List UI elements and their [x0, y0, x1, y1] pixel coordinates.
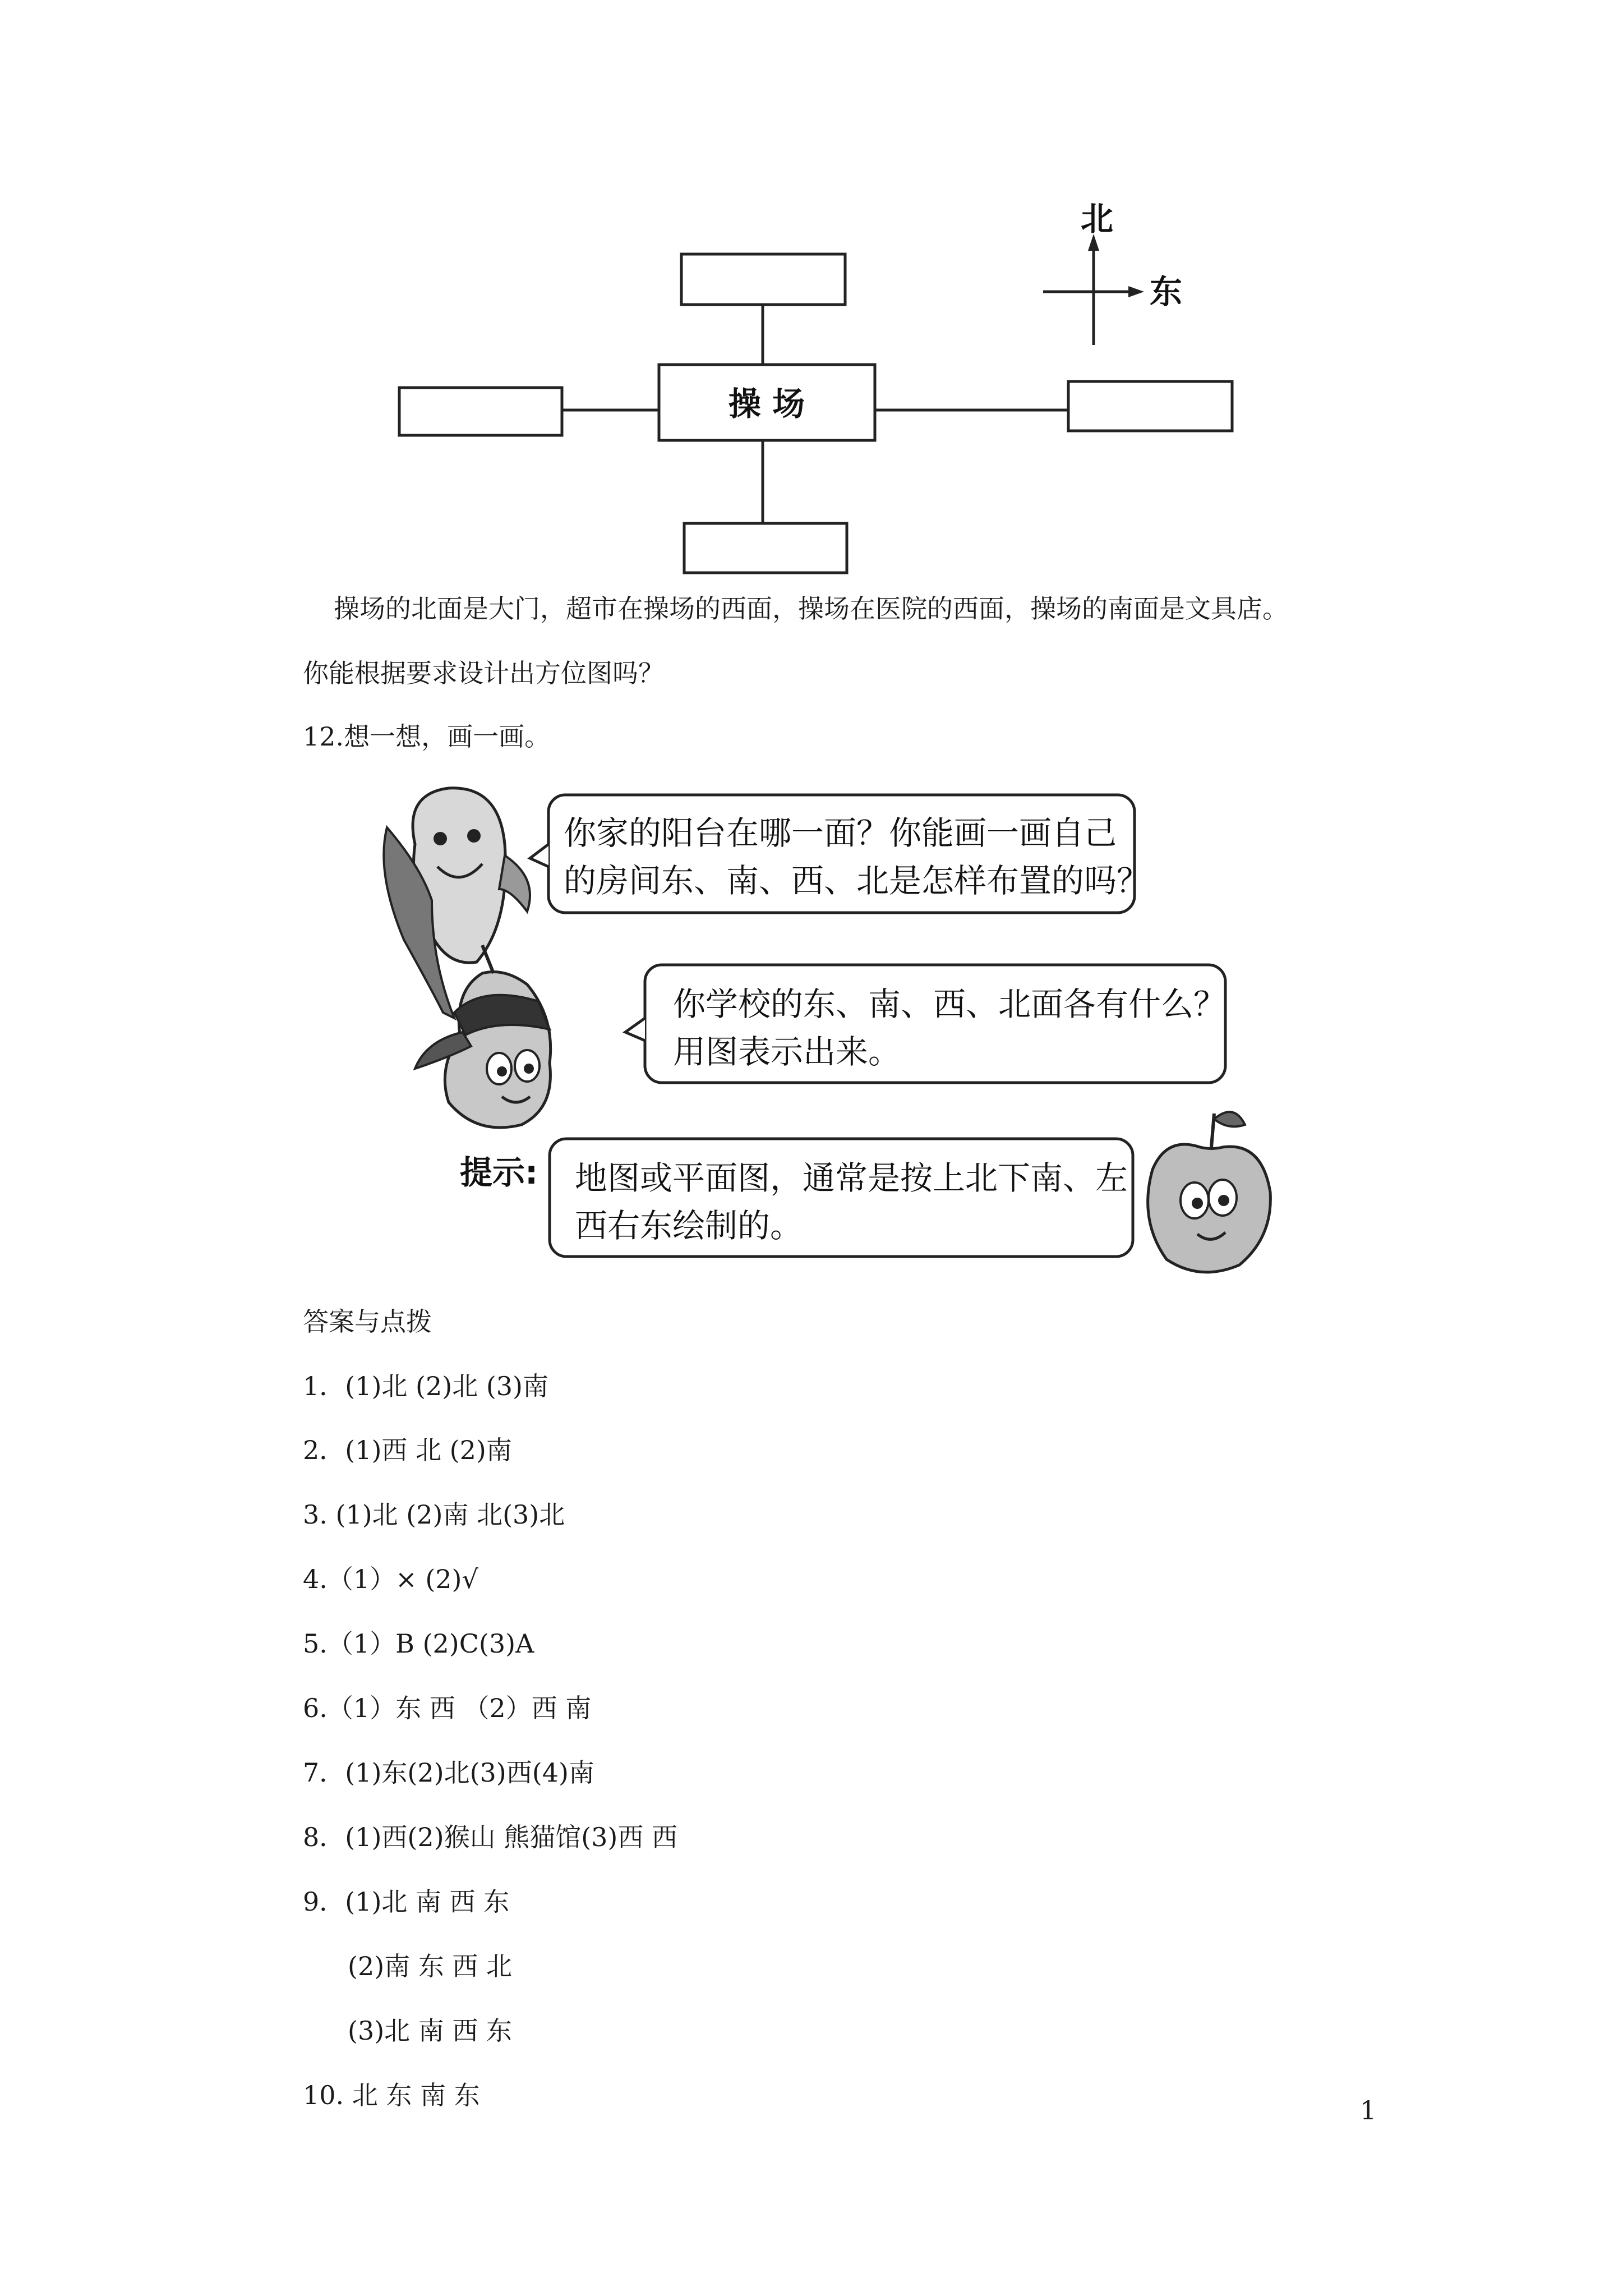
center-label: 操 场	[728, 385, 805, 423]
answer-item: 3. (1)北 (2)南 北(3)北	[303, 1499, 565, 1530]
bubble2-line2: 用图表示出来。	[673, 1033, 901, 1071]
bubble1-line2: 的房间东、南、西、北是怎样布置的吗？	[564, 862, 1150, 900]
bubble3-line2: 西右东绘制的。	[575, 1207, 803, 1245]
direction-diagram-svg	[348, 199, 1304, 581]
answer-item: 4.（1）× (2)√	[303, 1564, 478, 1594]
east-arrow-icon	[1128, 286, 1144, 297]
answer-item: (3)北 南 西 东	[348, 2016, 513, 2046]
answer-item: 1．(1)北 (2)北 (3)南	[303, 1371, 548, 1401]
tip-illustration	[370, 777, 1312, 1282]
bubble2-line1: 你学校的东、南、西、北面各有什么？	[673, 985, 1227, 1023]
answers-heading: 答案与点拨	[303, 1306, 432, 1337]
answer-item: 9．(1)北 南 西 东	[303, 1887, 510, 1917]
answer-item: 6.（1）东 西 （2）西 南	[303, 1693, 592, 1723]
tip-illustration-svg	[370, 777, 1312, 1282]
answer-item: 8．(1)西(2)猴山 熊猫馆(3)西 西	[303, 1822, 677, 1852]
apple-character-icon	[1148, 1112, 1271, 1272]
east-box	[1068, 381, 1232, 431]
problem11-line2: 你能根据要求设计出方位图吗？	[303, 658, 664, 688]
problem12-title: 12.想一想，画一画。	[303, 721, 551, 752]
answer-item: 10. 北 东 南 东	[303, 2080, 480, 2110]
direction-diagram	[348, 199, 1304, 581]
west-box	[399, 388, 562, 435]
problem11-line1: 操场的北面是大门，超市在操场的西面，操场在医院的西面，操场的南面是文具店。	[334, 593, 1288, 624]
bubble1-line1: 你家的阳台在哪一面？你能画一画自己	[564, 814, 1117, 852]
answer-item: 5.（1）B (2)C(3)A	[303, 1628, 534, 1659]
answer-item: 7．(1)东(2)北(3)西(4)南	[303, 1757, 594, 1788]
north-box	[681, 254, 845, 305]
answer-item: 2．(1)西 北 (2)南	[303, 1435, 512, 1465]
compass-east-label: 东	[1150, 273, 1183, 311]
page-number: 1	[1360, 2095, 1377, 2125]
south-box	[684, 523, 847, 573]
compass-north-label: 北	[1081, 200, 1114, 238]
hint-label: 提示:	[460, 1153, 538, 1191]
bubble3-line1: 地图或平面图，通常是按上北下南、左	[575, 1159, 1128, 1197]
answer-item: (2)南 东 西 北	[348, 1951, 513, 1981]
